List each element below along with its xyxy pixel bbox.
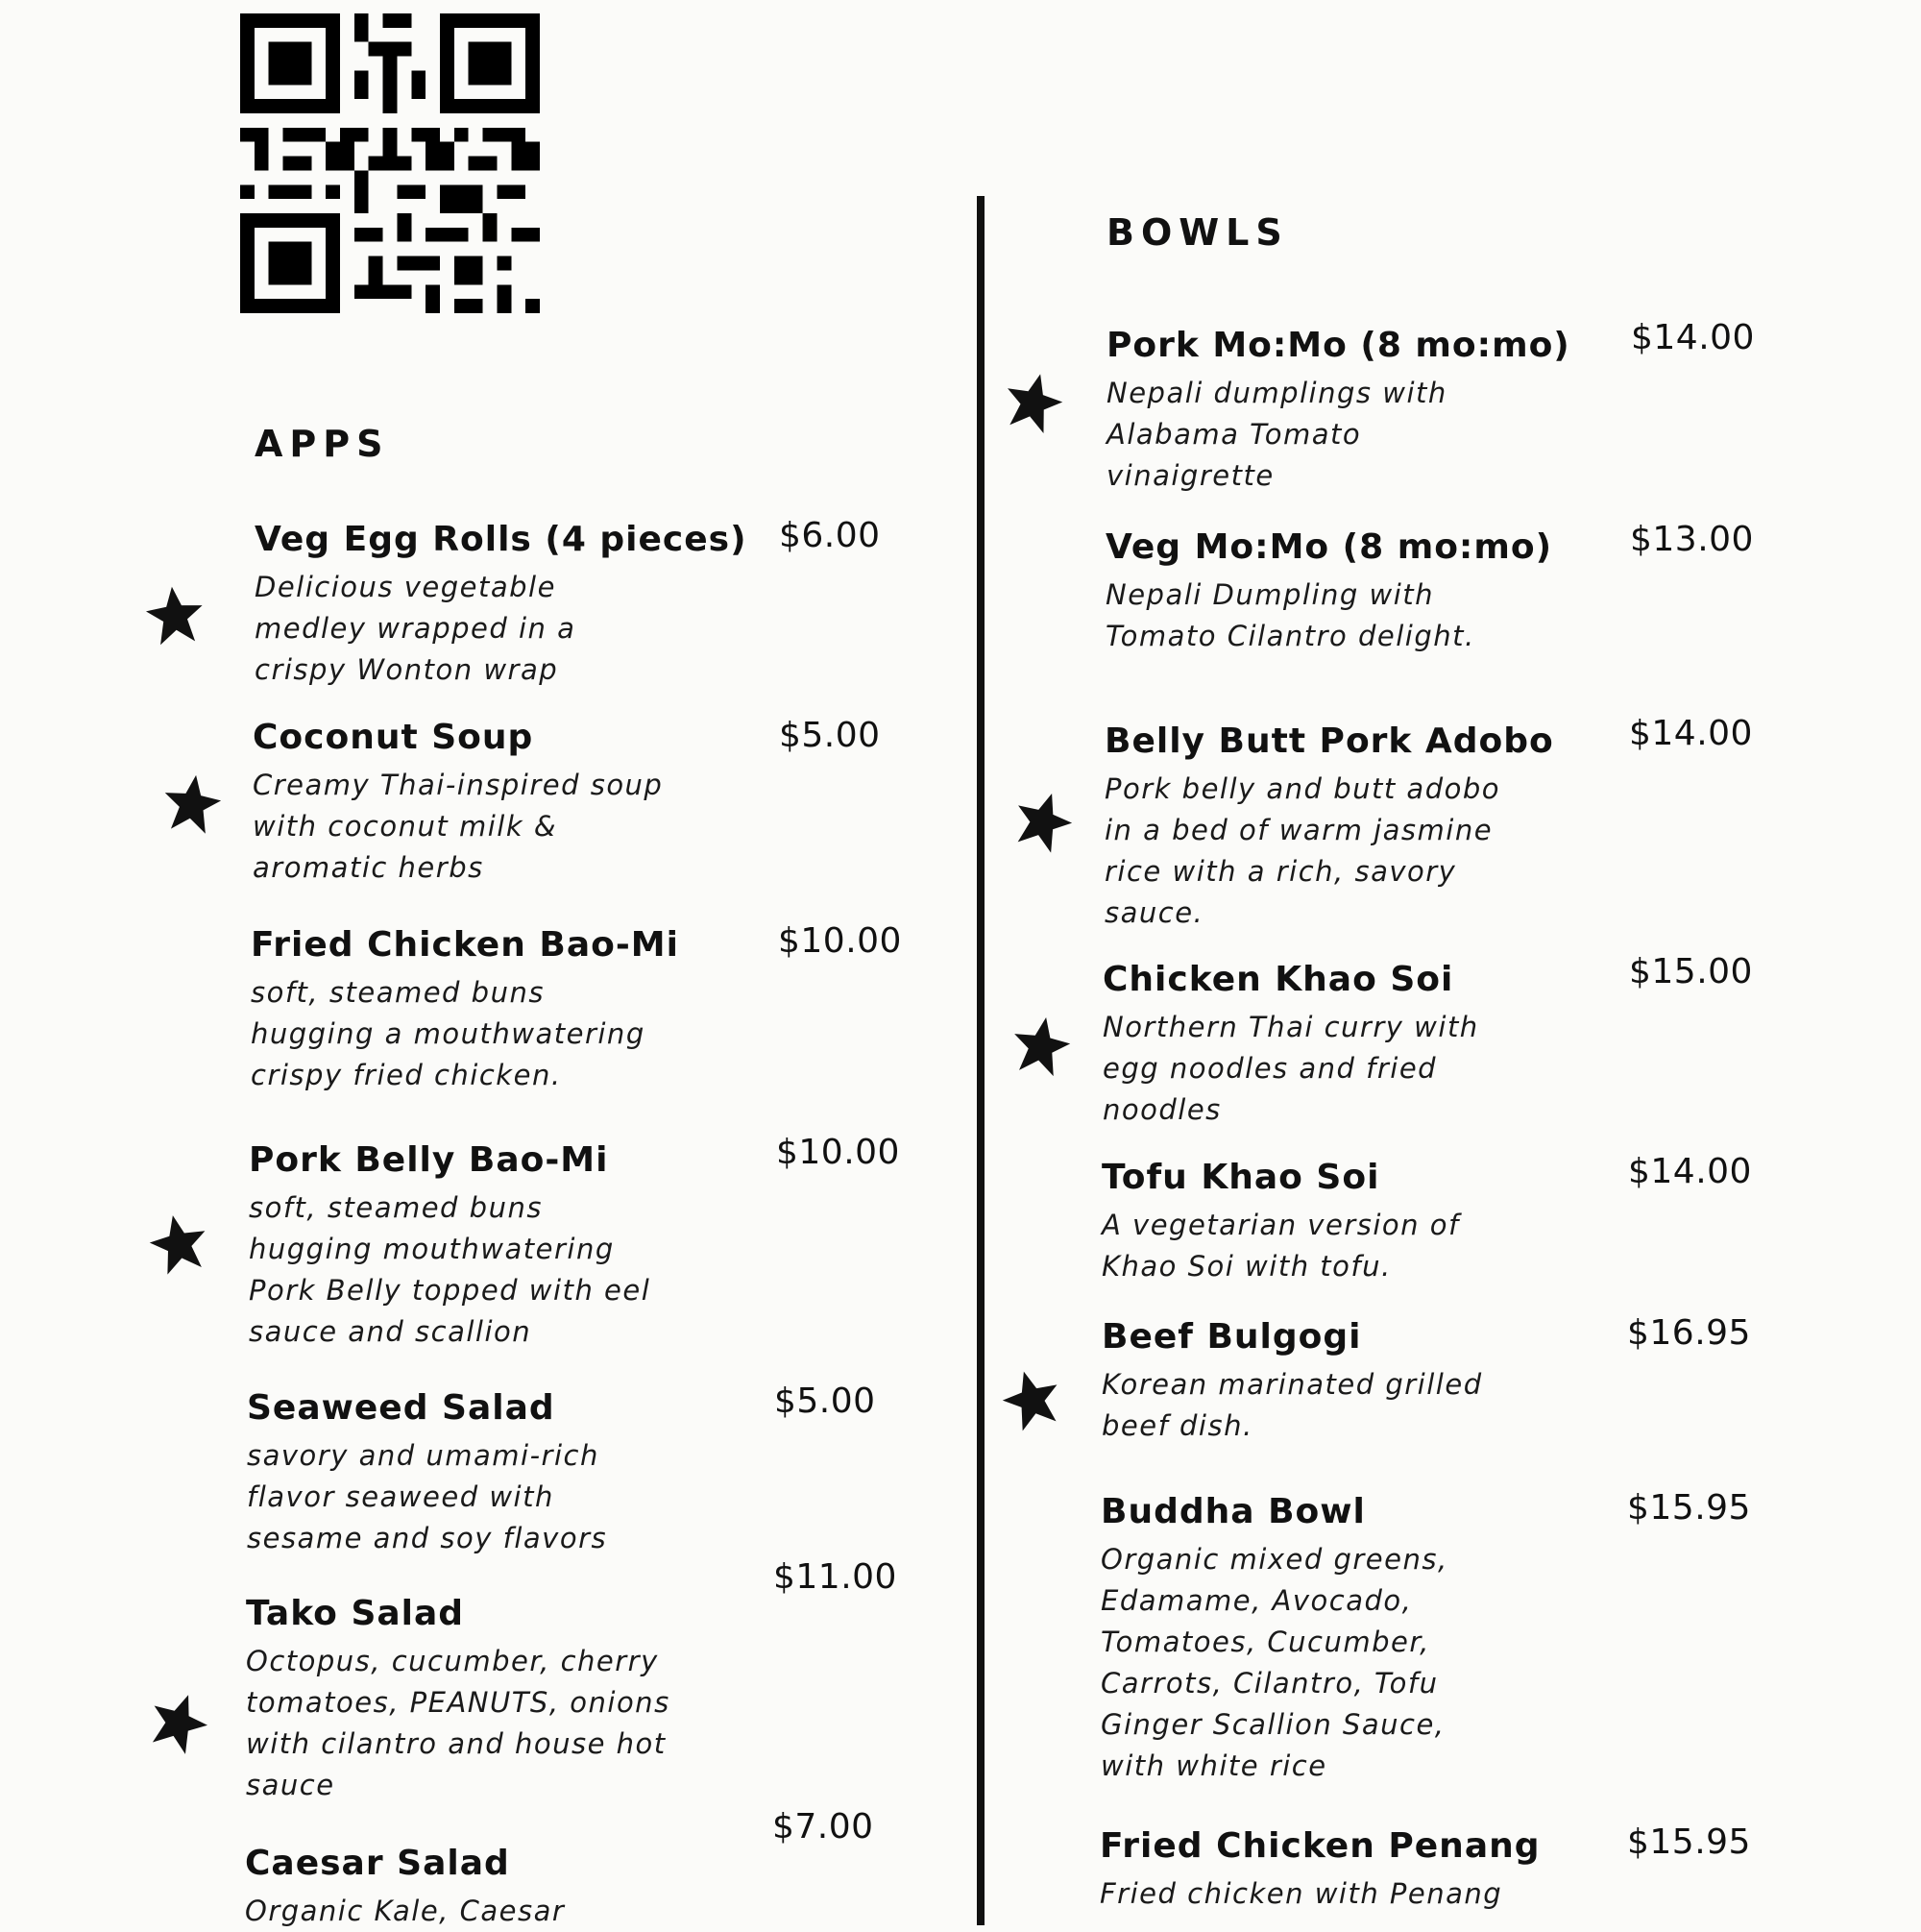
menu-item-tako-salad — [246, 1593, 670, 1806]
item-price: $15.95 — [1627, 1488, 1751, 1528]
menu-item-chicken-khao-soi — [1103, 959, 1479, 1131]
item-description: Fried chicken with Penang — [1100, 1877, 1503, 1910]
menu-item-fried-chicken-bao-mi — [251, 924, 679, 1096]
apps-heading: APPS — [255, 423, 390, 465]
item-price: $7.00 — [772, 1807, 874, 1846]
item-price: $5.00 — [779, 716, 881, 755]
item-description: Korean marinated grilled beef dish. — [1102, 1368, 1483, 1442]
item-name: Caesar Salad — [245, 1844, 510, 1883]
item-name: Buddha Bowl — [1101, 1492, 1366, 1531]
menu-item-buddha-bowl — [1101, 1491, 1448, 1787]
item-price: $14.00 — [1629, 714, 1753, 753]
menu-item-veg-egg-rolls — [255, 519, 747, 691]
star-mark-icon — [1001, 367, 1066, 436]
menu-item-belly-butt-pork-adobo — [1105, 721, 1554, 934]
menu-item-seaweed-salad — [247, 1387, 607, 1559]
item-name: Tako Salad — [246, 1594, 465, 1633]
item-name: Pork Mo:Mo (8 mo:mo) — [1106, 326, 1570, 365]
item-name: Coconut Soup — [253, 718, 534, 757]
item-name: Tofu Khao Soi — [1102, 1158, 1380, 1197]
menu-item-beef-bulgogi — [1102, 1316, 1483, 1447]
item-price: $14.00 — [1628, 1152, 1752, 1191]
item-price: $11.00 — [773, 1557, 897, 1597]
item-description: Organic mixed greens, Edamame, Avocado, Tomatoes, Cucumber, Carrots, Cilantro, Tofu Ginger Scallion Sauce, with white rice — [1101, 1543, 1448, 1782]
item-price: $5.00 — [774, 1382, 876, 1421]
item-description: savory and umami-rich flavor seaweed with sesame and soy flavors — [247, 1439, 608, 1554]
item-description: Northern Thai curry with egg noodles and fried noodles — [1103, 1011, 1479, 1126]
item-price: $10.00 — [778, 921, 902, 961]
star-mark-icon — [146, 1687, 211, 1756]
item-name: Veg Mo:Mo (8 mo:mo) — [1106, 527, 1553, 567]
item-name: Belly Butt Pork Adobo — [1105, 721, 1554, 761]
qr-code — [240, 13, 540, 313]
star-mark-icon — [999, 1364, 1064, 1433]
menu-item-tofu-khao-soi — [1102, 1157, 1460, 1287]
item-name: Fried Chicken Penang — [1100, 1826, 1541, 1866]
menu-item-caesar-salad — [245, 1843, 565, 1932]
item-name: Seaweed Salad — [247, 1388, 555, 1428]
item-price: $16.95 — [1627, 1313, 1751, 1353]
star-mark-icon — [159, 769, 225, 838]
item-price: $13.00 — [1630, 520, 1754, 559]
item-name: Pork Belly Bao-Mi — [249, 1140, 609, 1180]
item-description: soft, steamed buns hugging a mouthwatering crispy fried chicken. — [251, 976, 645, 1091]
item-description: Creamy Thai-inspired soup with coconut milk & aromatic herbs — [253, 769, 664, 884]
column-divider — [977, 196, 985, 1925]
item-name: Veg Egg Rolls (4 pieces) — [255, 520, 747, 559]
item-description: soft, steamed buns hugging mouthwatering Pork Belly topped with eel sauce and scallion — [249, 1191, 651, 1348]
menu-item-veg-momo — [1106, 526, 1552, 657]
item-name: Fried Chicken Bao-Mi — [251, 925, 679, 965]
bowls-heading: BOWLS — [1106, 211, 1289, 254]
item-description: Organic Kale, Caesar — [245, 1895, 566, 1927]
star-mark-icon — [1010, 786, 1076, 855]
item-description: Nepali Dumpling with Tomato Cilantro delight. — [1106, 578, 1475, 652]
star-mark-icon — [1009, 1011, 1074, 1080]
item-price: $15.95 — [1627, 1822, 1751, 1862]
item-description: A vegetarian version of Khao Soi with tofu. — [1102, 1209, 1460, 1283]
menu-item-pork-belly-bao-mi — [249, 1139, 650, 1353]
item-name: Chicken Khao Soi — [1103, 960, 1454, 999]
item-description: Octopus, cucumber, cherry tomatoes, PEANUTS, onions with cilantro and house hot sauce — [246, 1645, 670, 1801]
item-description: Pork belly and butt adobo in a bed of warm jasmine rice with a rich, savory sauce. — [1105, 772, 1501, 929]
item-price: $10.00 — [776, 1133, 900, 1172]
item-price: $15.00 — [1629, 952, 1753, 991]
item-description: Nepali dumplings with Alabama Tomato vinaigrette — [1106, 377, 1447, 492]
star-mark-icon — [142, 580, 207, 649]
item-name: Beef Bulgogi — [1102, 1317, 1362, 1357]
item-description: Delicious vegetable medley wrapped in a crispy Wonton wrap — [255, 571, 576, 686]
item-price: $6.00 — [779, 516, 881, 555]
menu-item-pork-momo — [1106, 325, 1570, 497]
star-mark-icon — [146, 1209, 211, 1278]
menu-item-coconut-soup — [253, 717, 663, 889]
menu-item-fried-chicken-penang — [1100, 1825, 1541, 1915]
item-price: $14.00 — [1631, 318, 1755, 357]
